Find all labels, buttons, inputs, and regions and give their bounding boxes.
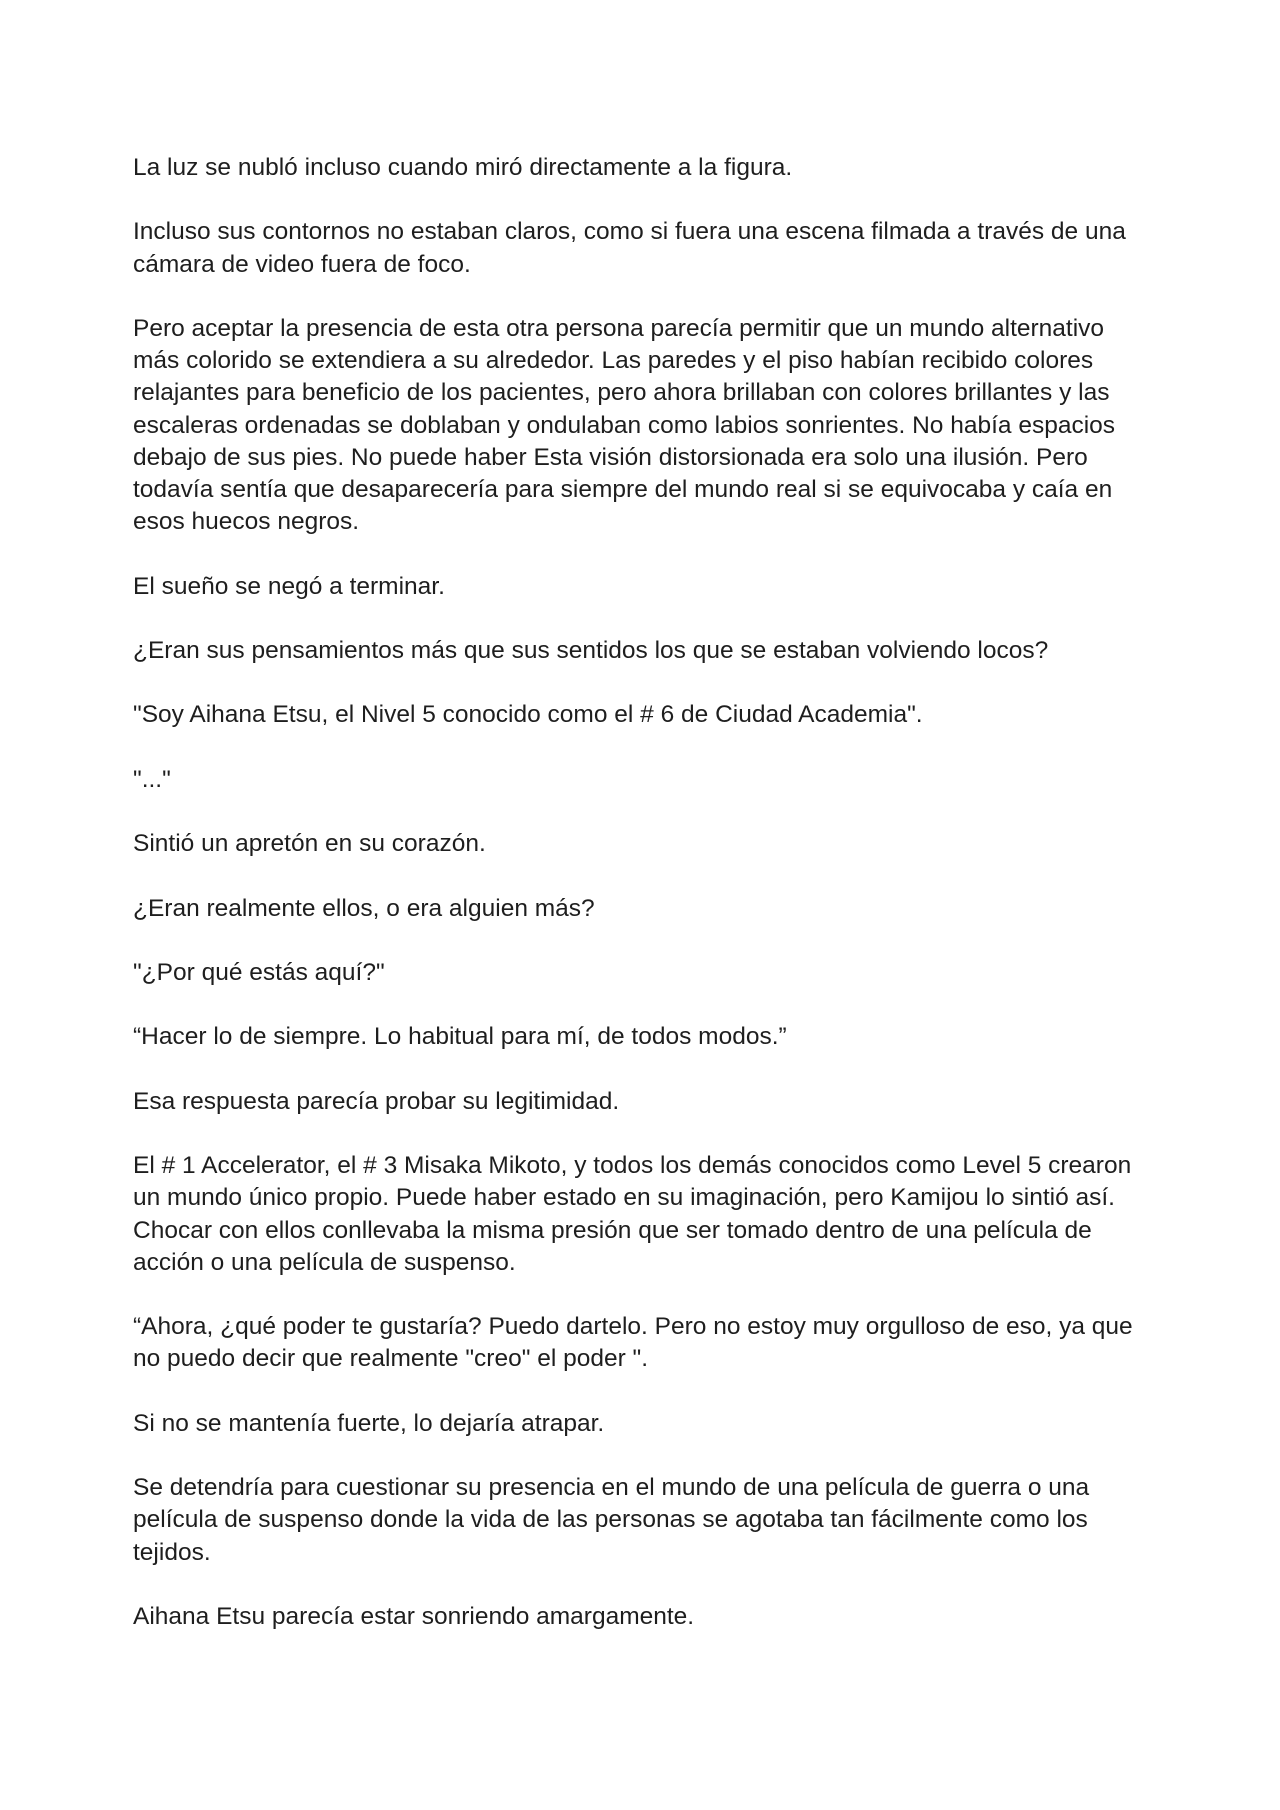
paragraph: Incluso sus contornos no estaban claros, como si fuera una escena filmada a través de una cámara de video fuera de foco. <box>133 218 1126 278</box>
paragraph: Se detendría para cuestionar su presencia en el mundo de una película de guerra o una película de suspenso donde la vida de las personas se agotaba tan fácilmente como los tejidos. <box>133 1474 1090 1566</box>
paragraph-list <box>133 152 1147 1633</box>
paragraph: Pero aceptar la presencia de esta otra persona parecía permitir que un mundo alternativo más colorido se extendiera a su alrededor. Las paredes y el piso habían recibido colores relajantes para beneficio de los pacientes, pero ahora brillaban con colores brillantes y las escaleras ordenadas se doblaban y ondulaban como labios sonrientes. No había espacios debajo de sus pies. No puede haber Esta visión distorsionada era solo una ilusión. Pero todavía sentía que desaparecería para siempre del mundo real si se equivocaba y caía en esos huecos negros. <box>133 314 1116 536</box>
paragraph: El sueño se negó a terminar. <box>133 572 445 600</box>
paragraph: "Soy Aihana Etsu, el Nivel 5 conocido como el # 6 de Ciudad Academia". <box>133 701 923 729</box>
paragraph: "¿Por qué estás aquí?" <box>133 958 385 986</box>
paragraph: Aihana Etsu parecía estar sonriendo amargamente. <box>133 1602 695 1630</box>
paragraph: “Hacer lo de siempre. Lo habitual para mí, de todos modos.” <box>133 1023 787 1051</box>
paragraph: Sintió un apretón en su corazón. <box>133 830 486 858</box>
paragraph: “Ahora, ¿qué poder te gustaría? Puedo dartelo. Pero no estoy muy orgulloso de eso, ya que no puedo decir que realmente "creo" el poder ". <box>133 1313 1133 1373</box>
paragraph: Esa respuesta parecía probar su legitimidad. <box>133 1087 620 1115</box>
paragraph: La luz se nubló incluso cuando miró directamente a la figura. <box>133 154 793 181</box>
paragraph: Si no se mantenía fuerte, lo dejaría atrapar. <box>133 1409 605 1437</box>
paragraph: "..." <box>133 765 171 793</box>
paragraph: El # 1 Accelerator, el # 3 Misaka Mikoto, y todos los demás conocidos como Level 5 crearon un mundo único propio. Puede haber estado en su imaginación, pero Kamijou lo sintió así. Chocar con ellos conllevaba la misma presión que ser tomado dentro de una película de acción o una película de suspenso. <box>133 1152 1132 1276</box>
paragraph: ¿Eran sus pensamientos más que sus sentidos los que se estaban volviendo locos? <box>133 636 1049 664</box>
paragraph: ¿Eran realmente ellos, o era alguien más? <box>133 894 595 922</box>
